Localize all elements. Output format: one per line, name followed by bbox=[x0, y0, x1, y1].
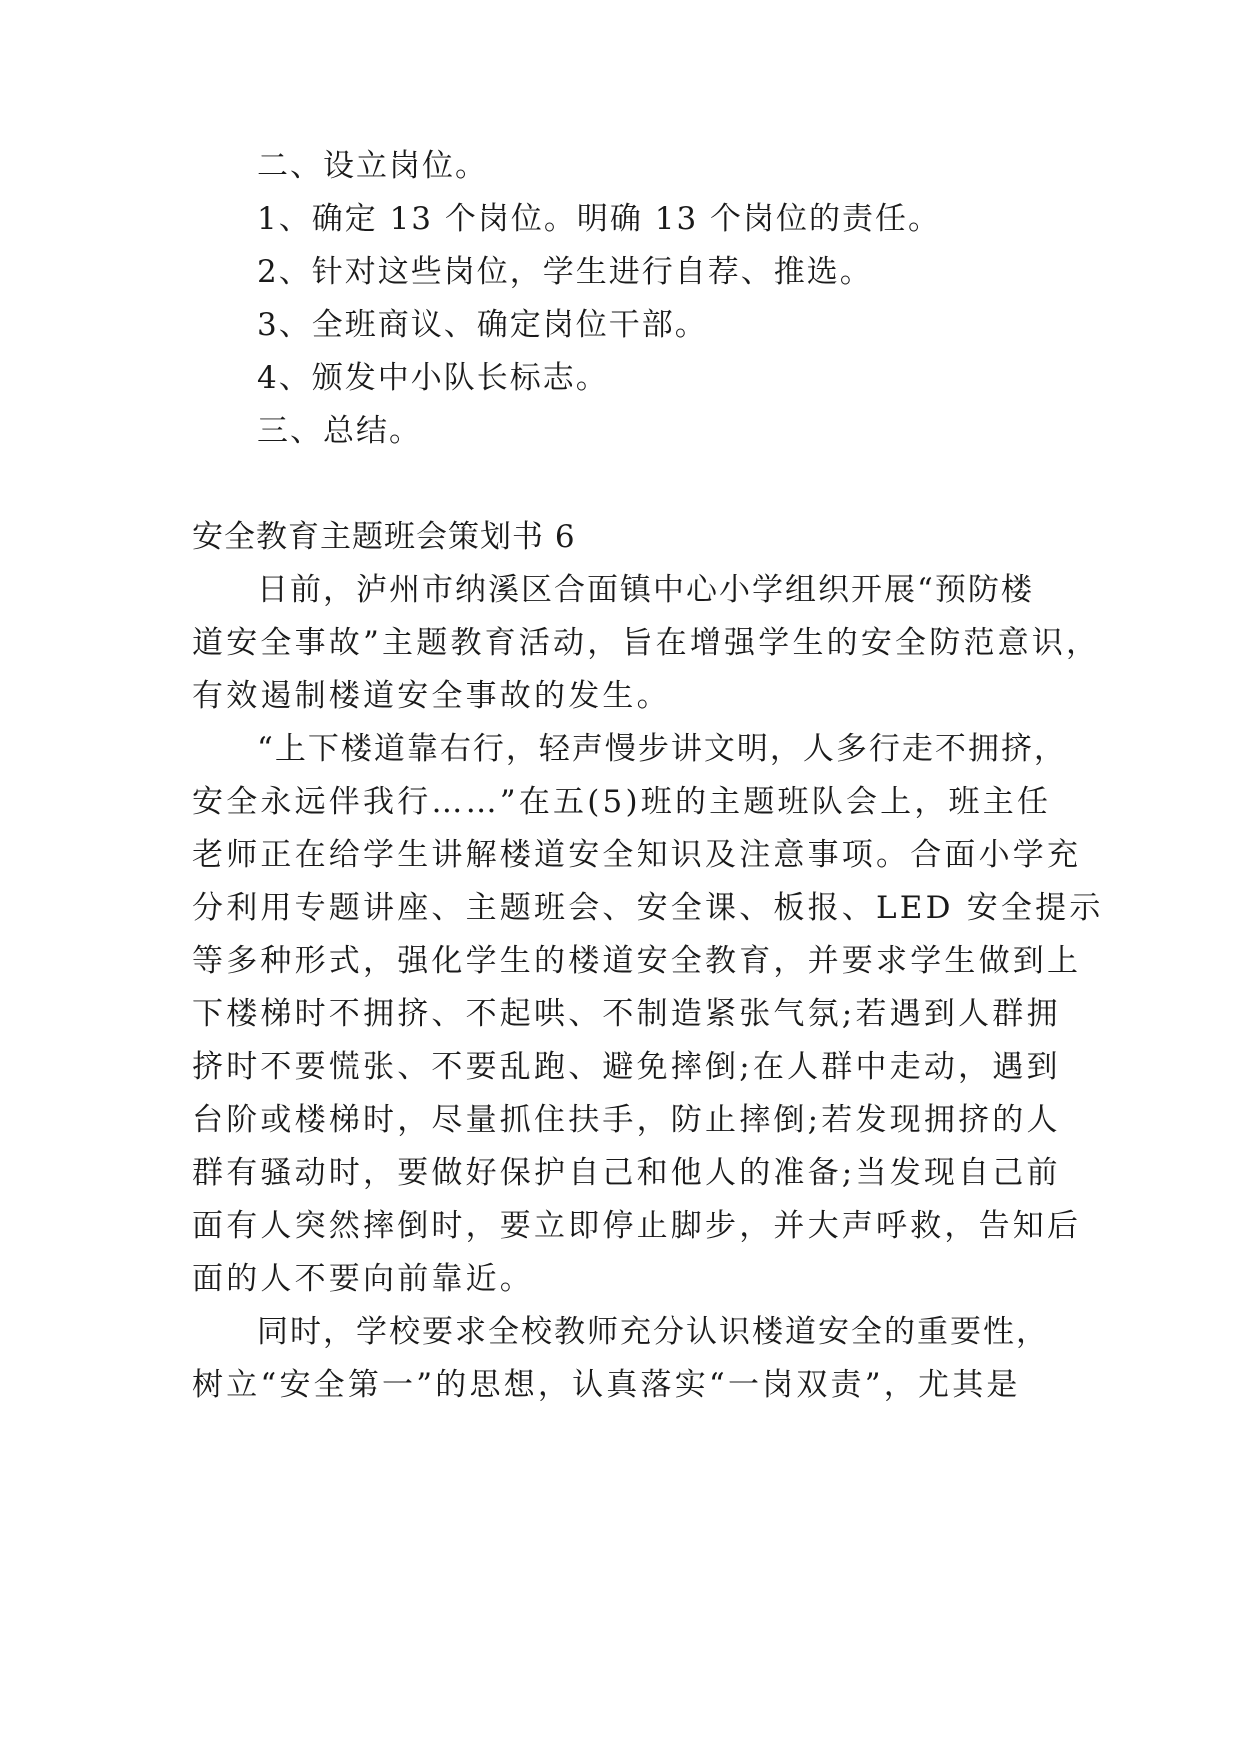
paragraph-line: 分利用专题讲座、主题班会、安全课、板报、LED 安全提示 bbox=[192, 890, 1104, 926]
paragraph-line: 面有人突然摔倒时，要立即停止脚步，并大声呼救，告知后 bbox=[192, 1208, 1082, 1244]
paragraph-line: 同时，学校要求全校教师充分认识楼道安全的重要性， bbox=[257, 1314, 1049, 1350]
section-three-title: 三、总结。 bbox=[257, 413, 422, 449]
list-item: 4、颁发中小队长标志。 bbox=[257, 360, 609, 396]
paragraph-line: 挤时不要慌张、不要乱跑、避免摔倒;在人群中走动，遇到 bbox=[192, 1049, 1061, 1085]
section-two-title: 二、设立岗位。 bbox=[257, 148, 488, 184]
list-item: 1、确定 13 个岗位。明确 13 个岗位的责任。 bbox=[257, 201, 942, 237]
paragraph-line: 群有骚动时，要做好保护自己和他人的准备;当发现自己前 bbox=[192, 1155, 1061, 1191]
paragraph-line: 日前，泸州市纳溪区合面镇中心小学组织开展“预防楼 bbox=[257, 572, 1034, 608]
paragraph-line: 面的人不要向前靠近。 bbox=[192, 1261, 534, 1297]
list-item: 2、针对这些岗位，学生进行自荐、推选。 bbox=[257, 254, 873, 290]
paragraph-line: 等多种形式，强化学生的楼道安全教育，并要求学生做到上 bbox=[192, 943, 1082, 979]
plan-heading: 安全教育主题班会策划书 6 bbox=[192, 519, 576, 555]
paragraph-line: 台阶或楼梯时，尽量抓住扶手，防止摔倒;若发现拥挤的人 bbox=[192, 1102, 1061, 1138]
paragraph-line: “上下楼道靠右行，轻声慢步讲文明，人多行走不拥挤， bbox=[257, 731, 1067, 767]
paragraph-line: 道安全事故”主题教育活动，旨在增强学生的安全防范意识， bbox=[192, 625, 1101, 661]
list-item: 3、全班商议、确定岗位干部。 bbox=[257, 307, 708, 343]
paragraph-line: 树立“安全第一”的思想，认真落实“一岗双责”，尤其是 bbox=[192, 1367, 1021, 1403]
paragraph-line: 有效遏制楼道安全事故的发生。 bbox=[192, 678, 671, 714]
paragraph-line: 安全永远伴我行……”在五(5)班的主题班队会上，班主任 bbox=[192, 784, 1052, 820]
paragraph-line: 老师正在给学生讲解楼道安全知识及注意事项。合面小学充 bbox=[192, 837, 1082, 873]
paragraph-line: 下楼梯时不拥挤、不起哄、不制造紧张气氛;若遇到人群拥 bbox=[192, 996, 1061, 1032]
